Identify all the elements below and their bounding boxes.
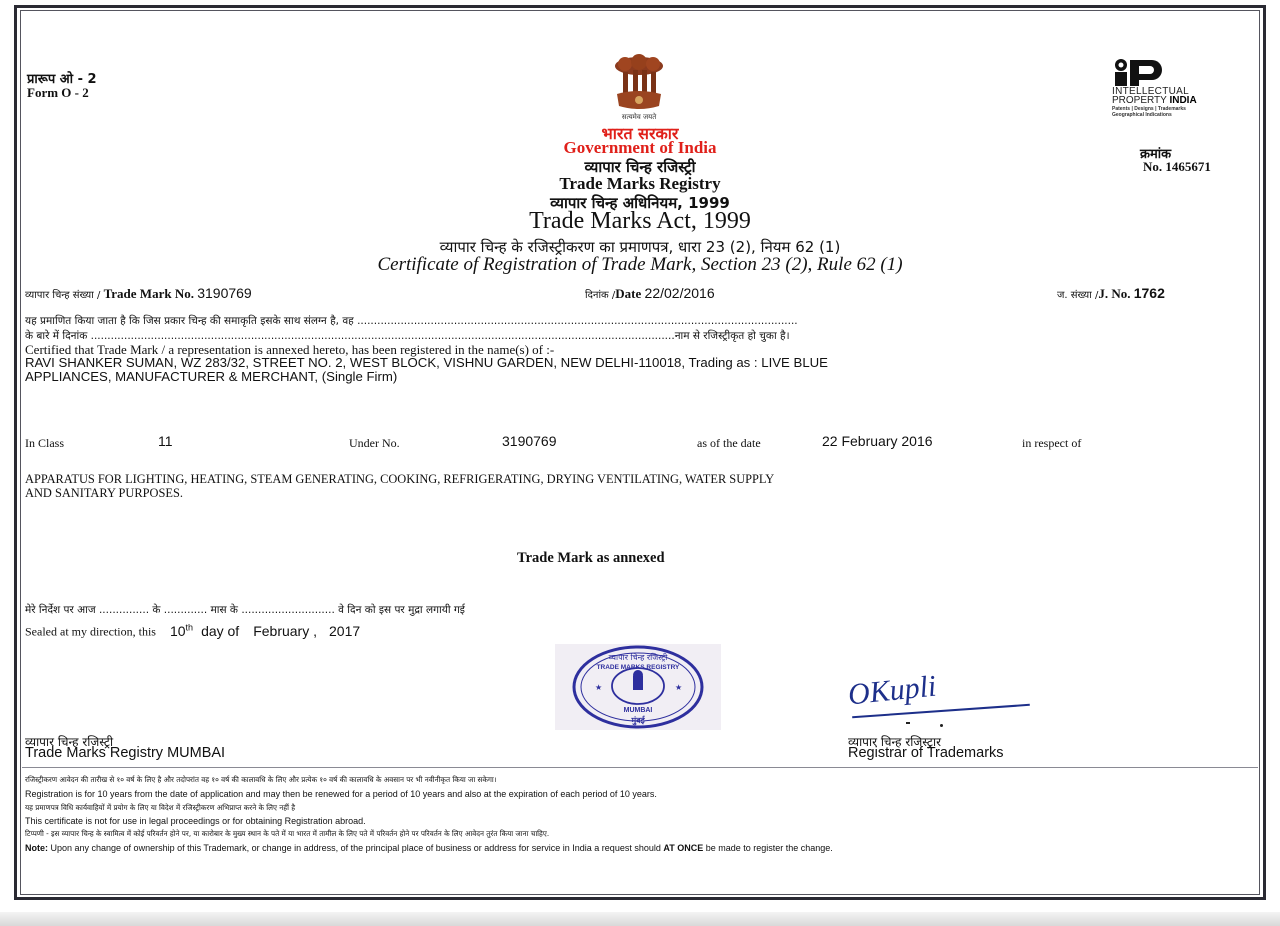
- national-emblem-icon: [603, 52, 675, 122]
- certify-english: Certified that Trade Mark / a representation is annexed hereto, has been registered in the name(s) of :-: [25, 342, 555, 357]
- form-number-english: Form O - 2: [27, 85, 89, 100]
- ip-india-icon: [1112, 58, 1168, 86]
- sealed-label: Sealed at my direction, this: [25, 624, 156, 639]
- journal-label-hindi: ज. संख्या /: [1057, 290, 1099, 301]
- ip-logo-line4: Geographical Indications: [1112, 112, 1172, 118]
- sealed-hindi: मेरे निर्देश पर आज ............... के ............. मास के ............................ वे दिन को इस पर मुद्रा लगायी गई: [25, 604, 465, 616]
- note-emphasis: AT ONCE: [663, 843, 704, 853]
- sealed-row: [25, 622, 360, 641]
- note-english-1: Registration is for 10 years from the date of application and may then be renewed for a period of 10 years and also at the expiration of each period of 10 years.: [25, 789, 657, 799]
- as-of-date-value: 22 February 2016: [822, 433, 933, 449]
- footer-registry-hindi: व्यापार चिन्ह रजिस्ट्री: [25, 735, 114, 749]
- ip-india-logo: [1112, 58, 1262, 118]
- emblem-caption: सत्यमेव जयते: [621, 113, 657, 121]
- date-row: [585, 285, 715, 302]
- form-number-hindi: प्रारूप ओ - 2: [27, 72, 97, 87]
- certify-hindi-line2: के बारे में दिनांक ...............................................................................................................................................................................नाम से रजिस्ट्रीकृत हो चुका है।: [25, 330, 790, 342]
- seal-icon: [555, 644, 721, 730]
- note-hindi-3: टिप्पणी - इस व्यापार चिन्ह के स्वामित्व में कोई परिवर्तन होने पर, या कारोबार के मुख्य स्थान के पते में या भारत में तामील के लिए पते में परिवर्तन होने पर परिवर्तन के लिए आवेदन तुरंत किया जाना चाहिए.: [25, 829, 550, 838]
- act-english: Trade Marks Act, 1999: [529, 208, 751, 234]
- svg-text:★: ★: [595, 683, 603, 692]
- proprietor-line2: APPLIANCES, MANUFACTURER & MERCHANT, (Single Firm): [25, 369, 398, 384]
- gov-english: Government of India: [563, 138, 717, 157]
- proprietor-line1: RAVI SHANKER SUMAN, WZ 283/32, STREET NO. 2, WEST BLOCK, VISHNU GARDEN, NEW DELHI-110018, Trading as : LIVE BLUE: [25, 355, 828, 370]
- registry-seal-stamp: [555, 644, 721, 730]
- notes-divider: [22, 767, 1258, 768]
- sealed-month: February ,: [253, 622, 318, 639]
- goods-line2: AND SANITARY PURPOSES.: [25, 486, 183, 500]
- seal-ring-text: TRADE MARKS REGISTRY: [596, 664, 680, 671]
- ip-logo-line3: Patents | Designs | Trademarks: [1112, 106, 1186, 112]
- registry-english: Trade Marks Registry: [559, 174, 721, 193]
- note-text-a: Upon any change of ownership of this Trademark, or change in address, of the principal place of business or address for service in India a request should: [48, 843, 664, 853]
- journal-value: 1762: [1133, 285, 1165, 301]
- sealed-day-number: 10: [169, 622, 186, 639]
- date-label-hindi: दिनांक /: [585, 290, 616, 301]
- act-hindi: व्यापार चिन्ह अधिनियम, 1999: [550, 194, 730, 212]
- note-english-2: This certificate is not for use in legal proceedings or for obtaining Registration abroad.: [25, 816, 366, 826]
- journal-row: [1057, 285, 1165, 302]
- ip-logo-line2a: PROPERTY: [1112, 95, 1167, 106]
- class-value: 11: [158, 433, 173, 449]
- seal-city-english: MUMBAI: [623, 707, 653, 714]
- footer-registry-english: Trade Marks Registry MUMBAI: [25, 745, 226, 761]
- note-hindi-2: यह प्रमाणपत्र विधि कार्यवाहियों में प्रयोग के लिए या विदेश में रजिस्ट्रीकरण अभिप्राप्त करने के लिए नहीं है: [25, 803, 296, 812]
- in-respect-of-label: in respect of: [1022, 436, 1082, 450]
- seal-city-hindi: मुंबई: [631, 716, 645, 725]
- under-no-label: Under No.: [349, 436, 400, 450]
- date-label: Date: [615, 286, 642, 301]
- registrar-signature: [846, 669, 1038, 732]
- note-hindi-1: रजिस्ट्रीकरण आवेदन की तारीख से १० वर्ष के लिए है और तदोपरांत वह १० वर्ष की कालावधि के लिए और प्रत्येक १० वर्ष की कालावधि के अवसान पर भी नवीनीकृत किया जा सकेगा।: [25, 775, 497, 784]
- sealed-year: 2017: [329, 622, 361, 639]
- note-label: Note:: [25, 843, 48, 853]
- ip-logo-line1: INTELLECTUAL: [1112, 86, 1189, 97]
- registry-hindi: व्यापार चिन्ह रजिस्ट्री: [584, 158, 696, 176]
- serial-label-hindi: क्रमांक: [1140, 147, 1172, 162]
- trade-mark-annexed: Trade Mark as annexed: [517, 550, 665, 566]
- sealed-day-of: day of: [201, 622, 240, 639]
- tm-label-hindi: व्यापार चिन्ह संख्या /: [25, 290, 101, 301]
- trade-mark-number-row: [25, 285, 252, 302]
- signature-text: OKupli: [846, 669, 938, 712]
- serial-number: No. 1465671: [1143, 159, 1211, 174]
- certify-hindi-line1: यह प्रमाणित किया जाता है कि जिस प्रकार चिन्ह की समाकृति इसके साथ संलग्न है, वह ....................................................................................................................................: [25, 315, 798, 327]
- certificate-title-hindi: व्यापार चिन्ह के रजिस्ट्रीकरण का प्रमाणपत्र, धारा 23 (2), नियम 62 (1): [439, 238, 841, 256]
- gov-hindi: भारत सरकार: [601, 124, 679, 143]
- footer-registrar-hindi: व्यापार चिन्ह रजिस्ट्रार: [848, 735, 941, 749]
- journal-label: J. No.: [1098, 286, 1131, 301]
- note-text-b: be made to register the change.: [703, 843, 833, 853]
- note-english-3: [25, 843, 833, 853]
- tm-label: Trade Mark No.: [103, 286, 194, 301]
- goods-line1: APPARATUS FOR LIGHTING, HEATING, STEAM GENERATING, COOKING, REFRIGERATING, DRYING VENTILATING, WATER SUPPLY: [25, 472, 775, 486]
- under-no-value: 3190769: [502, 433, 557, 449]
- footer-registrar-english: Registrar of Trademarks: [848, 745, 1004, 761]
- seal-top-text: व्यापार चिन्ह रजिस्ट्री: [608, 653, 668, 662]
- page-edge-shadow: [0, 912, 1280, 926]
- sealed-day: [170, 623, 193, 639]
- certificate-title-english: Certificate of Registration of Trade Mark, Section 23 (2), Rule 62 (1): [377, 254, 903, 275]
- tm-number: 3190769: [197, 285, 252, 301]
- sealed-day-suffix: th: [185, 622, 194, 632]
- ip-logo-line2b: INDIA: [1169, 95, 1197, 106]
- svg-text:★: ★: [675, 683, 683, 692]
- date-value: 22/02/2016: [644, 285, 715, 301]
- as-of-date-label: as of the date: [697, 436, 761, 450]
- class-label: In Class: [25, 436, 64, 450]
